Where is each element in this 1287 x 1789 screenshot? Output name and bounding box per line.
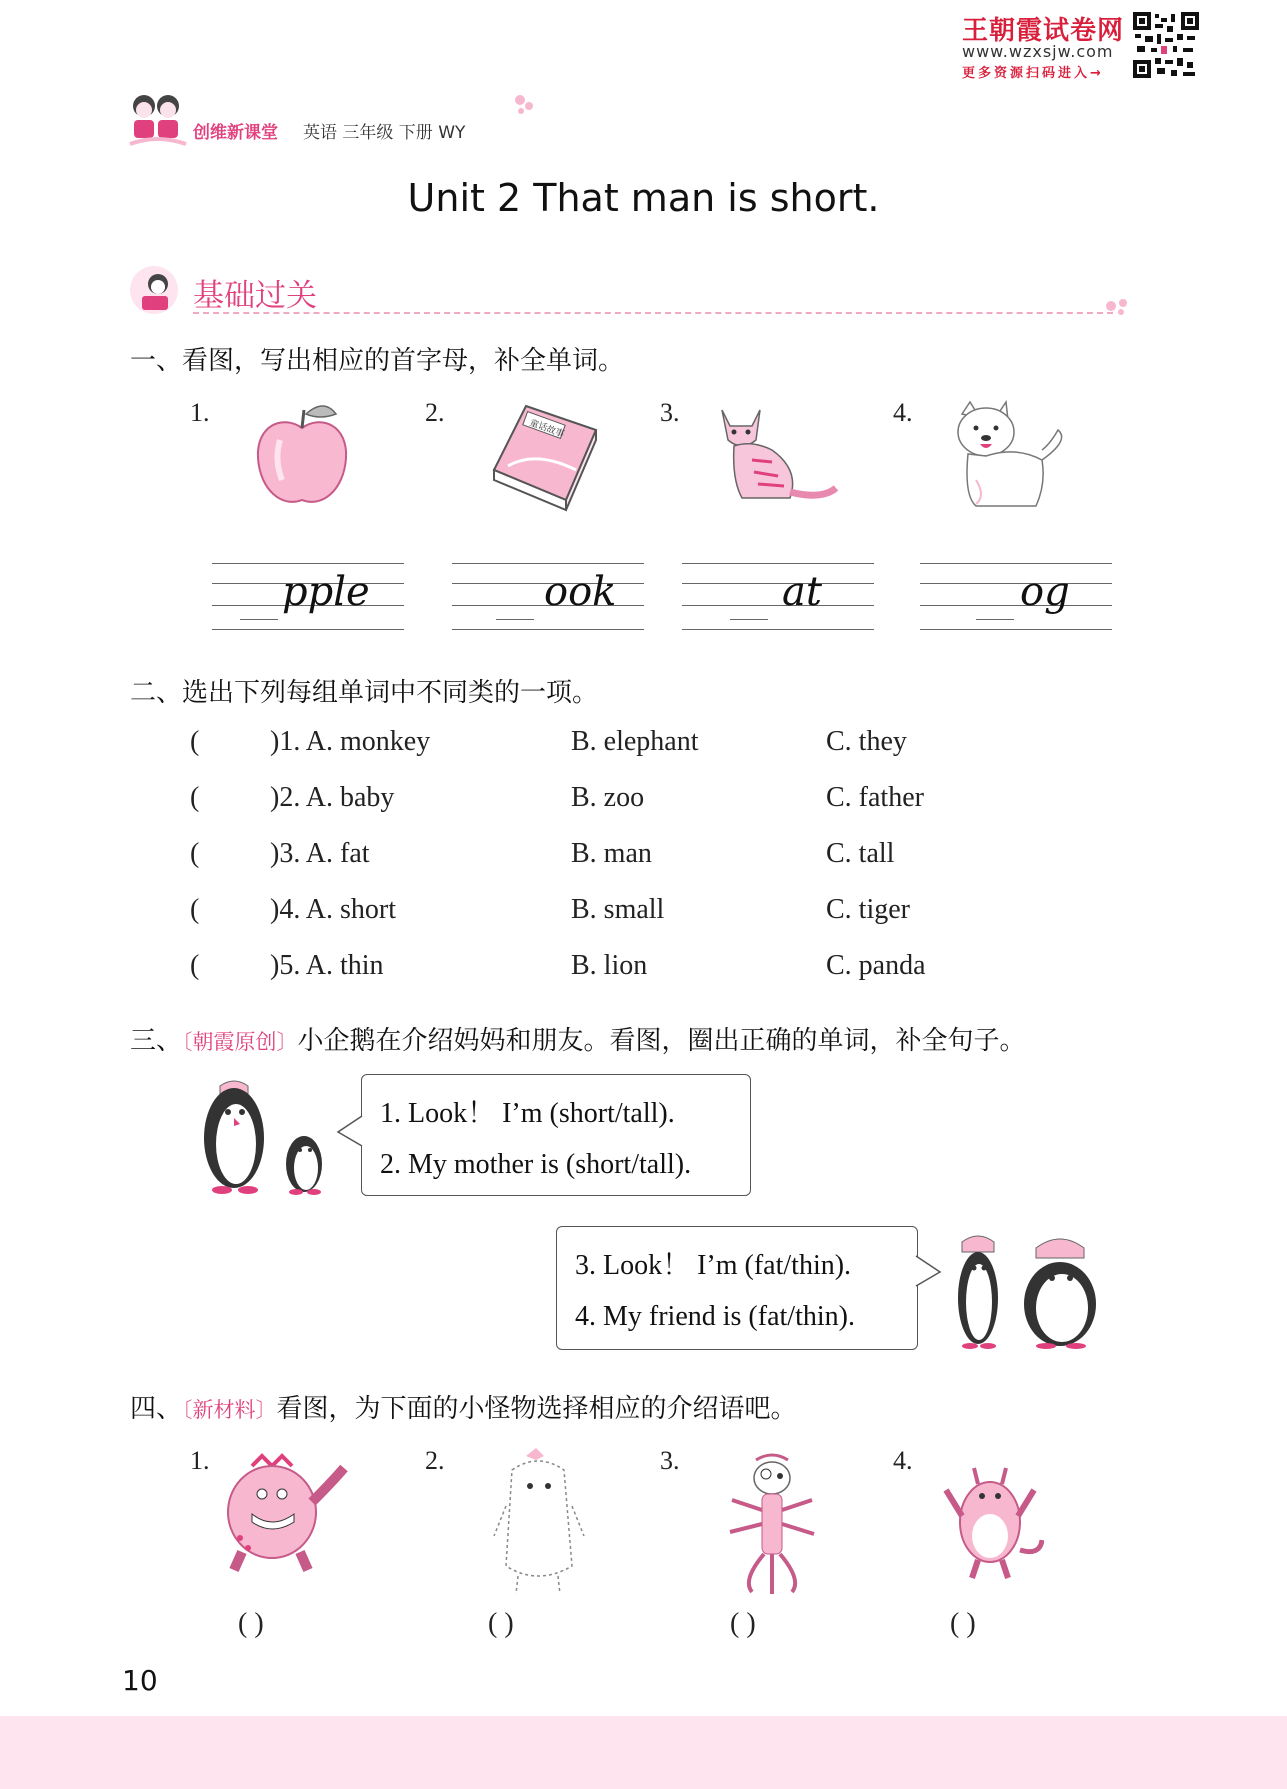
q4-title: 看图，为下面的小怪物选择相应的介绍语吧。: [276, 1394, 797, 1424]
q1-answer-line-4[interactable]: [920, 563, 1112, 633]
q1-item-2-number: 2.: [425, 398, 445, 427]
q4-answer-1[interactable]: ( ): [238, 1608, 264, 1639]
q1-word-4: og: [1020, 569, 1070, 615]
q2-row-3-b: B. man: [571, 838, 652, 869]
brand-url[interactable]: www.wzxsjw.com: [962, 42, 1114, 61]
bubble-2-line-2: 4. My friend is (fat/thin).: [575, 1301, 855, 1332]
monster-2-picture: [492, 1446, 586, 1596]
brand-name: 王朝霞试卷网: [962, 16, 1125, 46]
q4-item-3-number: 3.: [660, 1446, 680, 1475]
bubble-2-tail: [914, 1254, 942, 1288]
q2-row-1-paren[interactable]: (: [190, 726, 200, 757]
monster-4-picture: [940, 1460, 1044, 1582]
flower-decoration-icon: [512, 92, 538, 118]
footer-band: [0, 1716, 1287, 1789]
book-picture: [486, 400, 602, 512]
section-label: 基础过关: [193, 278, 317, 314]
bubble-1-line-1: 1. Look！ I’m (short/tall).: [380, 1098, 675, 1129]
q2-row-5-a: )5. A. thin: [270, 950, 384, 981]
apple-picture: [252, 400, 352, 510]
q4-answer-2[interactable]: ( ): [488, 1608, 514, 1639]
q2-row-1-b: B. elephant: [571, 726, 699, 757]
q2-row-5-c: C. panda: [826, 950, 926, 981]
q4-answer-4[interactable]: ( ): [950, 1608, 976, 1639]
q4-title-row: [130, 1388, 797, 1425]
q4-tag: 〔新材料〕: [182, 1398, 277, 1422]
q2-row-2-a: )2. A. baby: [270, 782, 395, 813]
speech-bubble-2: [556, 1226, 918, 1350]
q4-prefix: 四、: [130, 1394, 183, 1424]
q4-item-2-number: 2.: [425, 1446, 445, 1475]
q2-row-3-a: )3. A. fat: [270, 838, 370, 869]
q2-row-4-b: B. small: [571, 894, 665, 925]
brand-tagline: 更多资源扫码进入→: [962, 66, 1104, 81]
q3-title-row: [130, 1020, 1026, 1057]
q3-tag: 〔朝霞原创〕: [182, 1030, 298, 1054]
dog-picture: [946, 400, 1070, 512]
q2-row-3-c: C. tall: [826, 838, 895, 869]
q4-answer-3[interactable]: ( ): [730, 1608, 756, 1639]
q2-title: 二、选出下列每组单词中不同类的一项。: [130, 678, 599, 708]
bubble-1-line-2: 2. My mother is (short/tall).: [380, 1149, 692, 1180]
q1-word-3: at: [782, 569, 822, 615]
q2-row-5-paren[interactable]: (: [190, 950, 200, 981]
q2-row-2-c: C. father: [826, 782, 924, 813]
kids-logo-icon: [124, 88, 190, 156]
q2-row-1-c: C. they: [826, 726, 907, 757]
q2-row-1-a: )1. A. monkey: [270, 726, 431, 757]
q2-row-4-c: C. tiger: [826, 894, 910, 925]
bubble-1-tail: [336, 1114, 364, 1148]
girl-reading-icon: [128, 264, 188, 316]
monster-1-picture: [222, 1452, 352, 1576]
q1-item-3-number: 3.: [660, 398, 680, 427]
q2-row-2-paren[interactable]: (: [190, 782, 200, 813]
book-title: 创维新课堂: [193, 123, 278, 143]
q1-item-4-number: 4.: [893, 398, 913, 427]
cat-picture: [712, 400, 842, 506]
q3-prefix: 三、: [130, 1026, 183, 1056]
q2-row-4-paren[interactable]: (: [190, 894, 200, 925]
q1-word-1: pple: [282, 569, 370, 615]
q1-title: 一、看图，写出相应的首字母，补全单词。: [130, 346, 625, 376]
bubble-2-line-1: 3. Look！ I’m (fat/thin).: [575, 1250, 852, 1281]
q1-answer-line-3[interactable]: [682, 563, 874, 633]
q2-row-3-paren[interactable]: (: [190, 838, 200, 869]
book-subtitle: 英语 三年级 下册 WY: [303, 123, 466, 143]
penguin-friends-picture: [944, 1228, 1106, 1352]
q4-item-4-number: 4.: [893, 1446, 913, 1475]
q1-answer-line-1[interactable]: [212, 563, 404, 633]
page-number: 10: [122, 1664, 158, 1697]
book-cover-label: 童话故事: [528, 418, 566, 441]
penguin-mother-and-child-picture: [190, 1076, 340, 1198]
unit-title: Unit 2 That man is short.: [407, 176, 880, 220]
q2-row-4-a: )4. A. short: [270, 894, 396, 925]
dots-decoration-icon: [1104, 296, 1134, 316]
section-divider: [193, 312, 1113, 314]
monster-3-picture: [722, 1450, 822, 1598]
q3-title: 小企鹅在介绍妈妈和朋友。看图，圈出正确的单词，补全句子。: [297, 1026, 1026, 1056]
q2-row-5-b: B. lion: [571, 950, 648, 981]
speech-bubble-1: [361, 1074, 751, 1196]
q1-item-1-number: 1.: [190, 398, 210, 427]
q1-answer-line-2[interactable]: [452, 563, 644, 633]
q4-item-1-number: 1.: [190, 1446, 210, 1475]
q1-word-2: ook: [544, 569, 617, 615]
qr-code-icon[interactable]: [1133, 12, 1199, 78]
q2-row-2-b: B. zoo: [571, 782, 645, 813]
